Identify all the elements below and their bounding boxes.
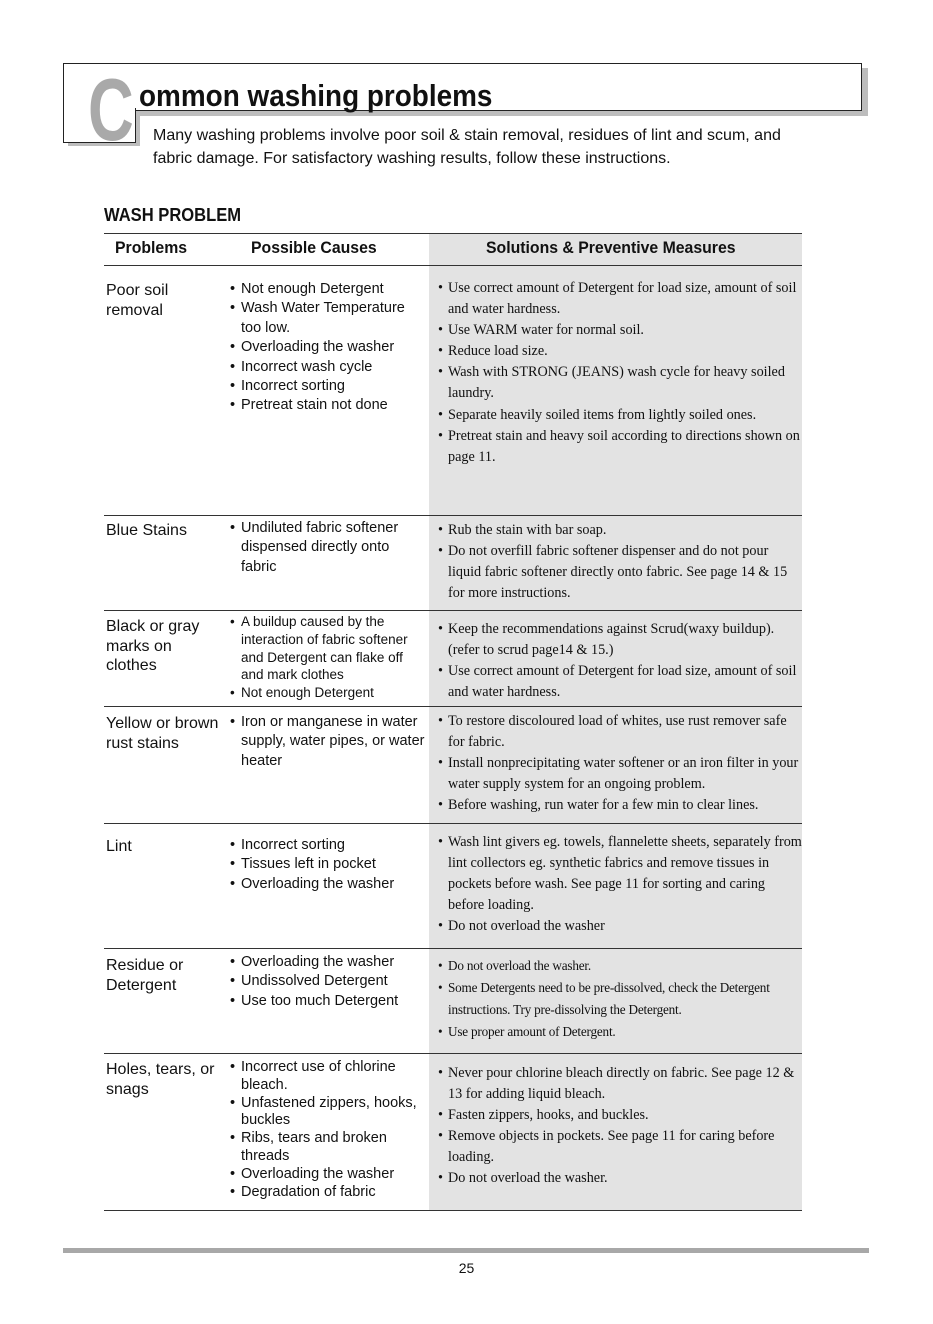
cause-item: • Degradation of fabric (230, 1184, 426, 1202)
cause-item: • Undissolved Detergent (230, 972, 426, 991)
causes-list (230, 613, 426, 702)
problem-lint: Lint (106, 838, 132, 855)
cause-item: • Overloading the washer (230, 338, 426, 357)
solution-item: • Do not overload the washer. (438, 955, 802, 977)
problem-holes-tears: Holes, tears, or snags (106, 1061, 215, 1098)
solution-item: • Fasten zippers, hooks, and buckles. (438, 1105, 802, 1126)
causes-list (230, 713, 426, 771)
cause-item: • Incorrect use of chlorine bleach. (230, 1059, 426, 1095)
solution-item: • Use WARM water for normal soil. (438, 320, 802, 341)
solution-item: • Separate heavily soiled items from lightly soiled ones. (438, 405, 802, 426)
causes-list (230, 280, 426, 416)
causes-list (230, 953, 426, 1011)
solution-item: • Some Detergents need to be pre-dissolved, check the Detergent instructions. Try pre-dissolving the Detergent. (438, 977, 802, 1021)
page-title: ommon washing problems (139, 78, 493, 113)
cause-item: • A buildup caused by the interaction of fabric softener and Detergent can flake off and mark clothes (230, 613, 426, 684)
solution-item: • Wash with STRONG (JEANS) wash cycle for heavy soiled laundry. (438, 362, 802, 404)
solution-item: • Do not overload the washer. (438, 1168, 802, 1189)
table-bottom-rule (104, 1210, 802, 1211)
section-title: WASH PROBLEM (104, 205, 242, 225)
solution-item: • Use correct amount of Detergent for load size, amount of soil and water hardness. (438, 278, 802, 320)
problem-residue: Residue or Detergent (106, 957, 184, 994)
page-number: 25 (458, 1260, 475, 1276)
row-rule (104, 515, 802, 516)
header-causes: Possible Causes (251, 238, 377, 257)
table-top-rule (104, 233, 802, 234)
solution-item: • Before washing, run water for a few min to clear lines. (438, 795, 802, 816)
solution-item: • Reduce load size. (438, 341, 802, 362)
causes-list (230, 519, 426, 577)
solutions-list (438, 832, 802, 937)
intro-text: Many washing problems involve poor soil & stain removal, residues of lint and scum, and fabric damage. For satisfactory washing results, follow these instructions. (153, 127, 781, 167)
header-problems: Problems (115, 238, 188, 257)
causes-list (230, 836, 426, 894)
solutions-list (438, 955, 802, 1043)
solutions-list (438, 1063, 802, 1190)
causes-list (230, 1059, 426, 1201)
cause-item: • Incorrect sorting (230, 836, 426, 855)
row-rule (104, 823, 802, 824)
solution-item: • Install nonprecipitating water softener or an iron filter in your water supply system for an ongoing problem. (438, 753, 802, 795)
solution-item: • Pretreat stain and heavy soil according to directions shown on page 11. (438, 426, 802, 468)
cause-item: • Undiluted fabric softener dispensed directly onto fabric (230, 519, 426, 577)
solution-item: • Do not overload the washer (438, 916, 802, 937)
solution-item: • Use proper amount of Detergent. (438, 1021, 802, 1043)
row-rule (104, 610, 802, 611)
cause-item: • Overloading the washer (230, 953, 426, 972)
cause-item: • Tissues left in pocket (230, 855, 426, 874)
solution-item: • Wash lint givers eg. towels, flannelette sheets, separately from lint collectors eg. synthetic fabrics and remove tissues in pockets before wash. See page 11 for sorting and caring before loading. (438, 832, 802, 916)
solution-item: • To restore discoloured load of whites, use rust remover safe for fabric. (438, 711, 802, 753)
cause-item: • Not enough Detergent (230, 684, 426, 702)
cause-item: • Incorrect sorting (230, 377, 426, 396)
title-initial: C (88, 60, 134, 159)
cause-item: • Overloading the washer (230, 1166, 426, 1184)
solution-item: • Use correct amount of Detergent for load size, amount of soil and water hardness. (438, 661, 802, 703)
cause-item: • Ribs, tears and broken threads (230, 1130, 426, 1166)
cause-item: • Pretreat stain not done (230, 396, 426, 415)
cause-item: • Unfastened zippers, hooks, buckles (230, 1095, 426, 1131)
solution-item: • Never pour chlorine bleach directly on fabric. See page 12 & 13 for adding liquid bleach. (438, 1063, 802, 1105)
solution-item: • Keep the recommendations against Scrud(waxy buildup). (refer to scrud page14 & 15.) (438, 619, 802, 661)
footer-rule (63, 1248, 869, 1253)
cause-item: • Incorrect wash cycle (230, 358, 426, 377)
problem-poor-soil: Poor soil removal (106, 282, 169, 319)
cause-item: • Iron or manganese in water supply, water pipes, or water heater (230, 713, 426, 771)
cause-item: • Use too much Detergent (230, 992, 426, 1011)
row-rule (104, 1053, 802, 1054)
problem-rust-stains: Yellow or brown rust stains (106, 715, 219, 752)
solutions-list (438, 619, 802, 703)
header-solutions: Solutions & Preventive Measures (486, 238, 736, 257)
cause-item: • Wash Water Temperature too low. (230, 299, 426, 338)
solutions-list (438, 520, 802, 604)
solution-item: • Rub the stain with bar soap. (438, 520, 802, 541)
row-rule (104, 948, 802, 949)
solutions-list (438, 278, 802, 468)
solutions-list (438, 711, 802, 816)
cause-item: • Not enough Detergent (230, 280, 426, 299)
cause-item: • Overloading the washer (230, 875, 426, 894)
problem-blue-stains: Blue Stains (106, 522, 187, 539)
problem-black-gray-marks: Black or gray marks on clothes (106, 618, 200, 674)
row-rule (104, 706, 802, 707)
solution-item: • Remove objects in pockets. See page 11 for caring before loading. (438, 1126, 802, 1168)
solution-item: • Do not overfill fabric softener dispenser and do not pour liquid fabric softener directly onto fabric. See page 14 & 15 for more instructions. (438, 541, 802, 604)
table-header-rule (104, 265, 802, 266)
